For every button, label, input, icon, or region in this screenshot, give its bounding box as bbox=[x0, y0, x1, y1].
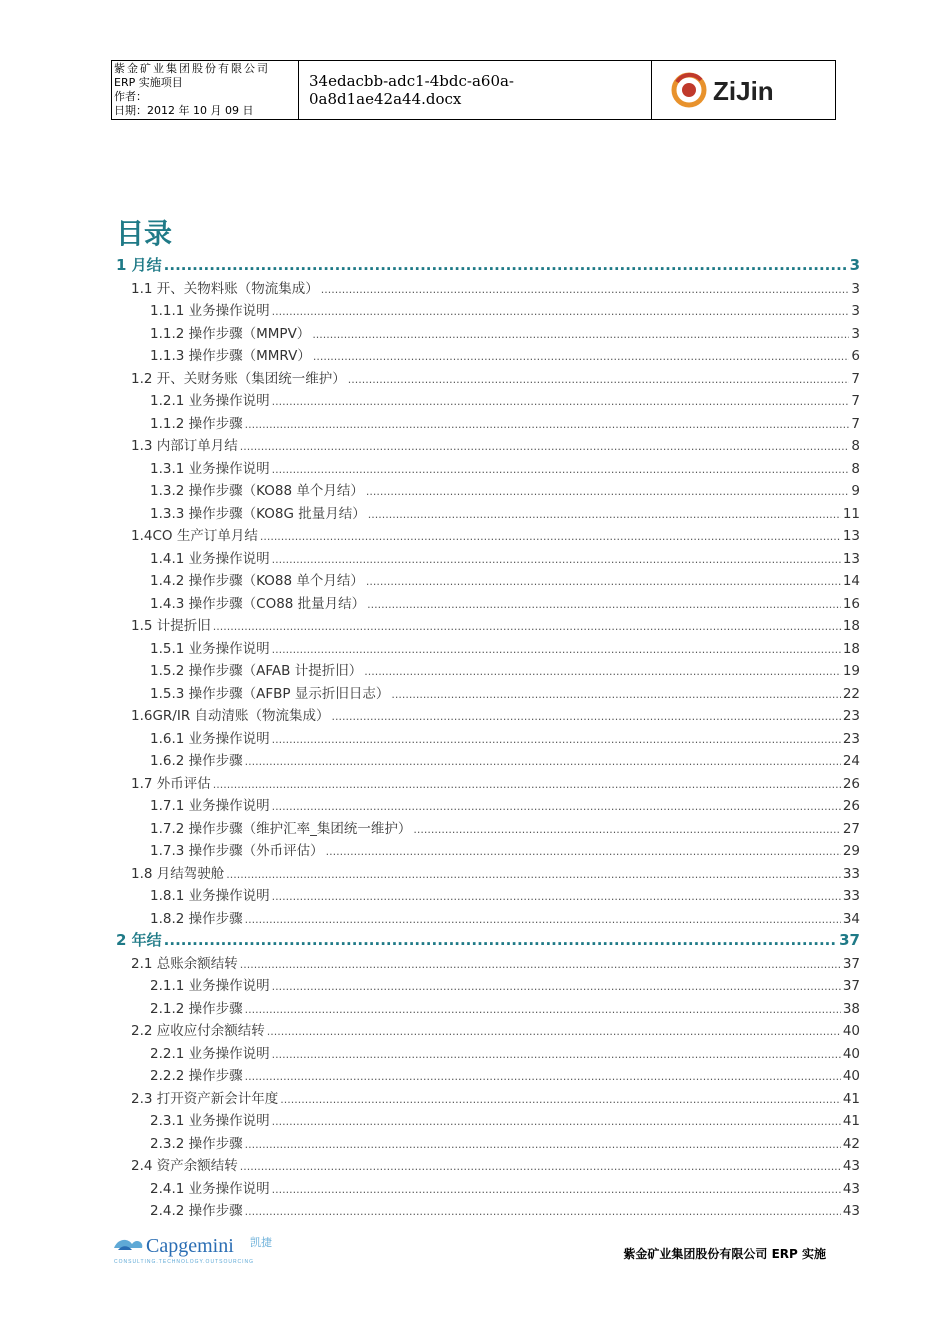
toc-entry-page: 7 bbox=[851, 393, 860, 409]
toc-dot-leader bbox=[364, 665, 841, 678]
toc-entry-label: 1.2 开、关财务账（集团统一维护） bbox=[131, 370, 346, 387]
toc-entry-level3[interactable] bbox=[116, 997, 860, 1020]
zijin-logo bbox=[652, 61, 835, 119]
toc-entry-label: 1.1.2 操作步骤 bbox=[150, 415, 243, 432]
toc-entry-level2[interactable] bbox=[116, 862, 860, 885]
toc-entry-page: 7 bbox=[851, 370, 860, 387]
toc-entry-label: 1.5 计提折旧 bbox=[131, 618, 211, 634]
toc-entry-level3[interactable] bbox=[116, 1177, 860, 1200]
toc-entry-level3[interactable] bbox=[116, 682, 860, 705]
toc-entry-page: 19 bbox=[842, 663, 860, 679]
toc-entry-label: 1.7.2 操作步骤（维护汇率_集团统一维护） bbox=[150, 820, 412, 837]
toc-dot-leader bbox=[245, 1205, 841, 1218]
toc-entry-label: 1.4.2 操作步骤（KO88 单个月结） bbox=[150, 573, 364, 589]
toc-dot-leader bbox=[240, 958, 841, 971]
toc-dot-leader bbox=[245, 755, 841, 768]
toc-entry-level3[interactable] bbox=[116, 907, 860, 930]
toc-entry-page: 41 bbox=[842, 1113, 860, 1129]
toc-dot-leader bbox=[164, 931, 837, 949]
toc-entry-label: 1.6.2 操作步骤 bbox=[150, 753, 243, 769]
toc-entry-page: 8 bbox=[851, 438, 860, 454]
toc-entry-label: 1.8.1 业务操作说明 bbox=[150, 888, 270, 904]
toc-entry-label: 2 年结 bbox=[116, 931, 162, 949]
toc-dot-leader bbox=[321, 283, 850, 296]
toc-entry-page: 26 bbox=[842, 775, 860, 792]
toc-entry-page: 13 bbox=[842, 550, 860, 567]
toc-entry-page: 13 bbox=[842, 528, 860, 544]
toc-entry-label: 1.4.1 业务操作说明 bbox=[150, 550, 270, 567]
toc-entry-level3[interactable] bbox=[116, 884, 860, 907]
toc-entry-level2[interactable] bbox=[116, 1019, 860, 1042]
toc-dot-leader bbox=[391, 688, 840, 701]
toc-dot-leader bbox=[267, 1025, 841, 1038]
toc-entry-page: 11 bbox=[842, 505, 860, 522]
toc-dot-leader bbox=[272, 395, 850, 408]
toc-entry-label: 1.8 月结驾驶舱 bbox=[131, 865, 225, 882]
toc-entry-label: 1.3.2 操作步骤（KO88 单个月结） bbox=[150, 483, 364, 499]
toc-entry-page: 33 bbox=[842, 888, 860, 904]
toc-entry-label: 1.4CO 生产订单月结 bbox=[131, 528, 258, 544]
toc-entry-label: 1.7.3 操作步骤（外币评估） bbox=[150, 843, 324, 859]
toc-entry-label: 1.7 外币评估 bbox=[131, 775, 211, 792]
toc-entry-level3[interactable] bbox=[116, 569, 860, 592]
toc-entry-level3[interactable] bbox=[116, 479, 860, 502]
table-of-contents bbox=[116, 254, 860, 1222]
toc-dot-leader bbox=[312, 328, 849, 341]
header-project: ERP 实施项目 bbox=[114, 76, 183, 89]
toc-entry-label: 1.3 内部订单月结 bbox=[131, 438, 238, 454]
toc-entry-page: 37 bbox=[842, 955, 860, 972]
toc-entry-label: 1.7.1 业务操作说明 bbox=[150, 798, 270, 814]
toc-entry-level2[interactable] bbox=[116, 1087, 860, 1110]
toc-dot-leader bbox=[272, 800, 841, 813]
toc-dot-leader bbox=[348, 373, 850, 386]
toc-entry-label: 2.1 总账余额结转 bbox=[131, 955, 238, 972]
toc-entry-level3[interactable] bbox=[116, 794, 860, 817]
toc-dot-leader bbox=[164, 256, 848, 274]
toc-entry-page: 37 bbox=[839, 931, 860, 949]
capgemini-tagline: CONSULTING.TECHNOLOGY.OUTSOURCING bbox=[114, 1259, 255, 1265]
toc-entry-level3[interactable] bbox=[116, 1064, 860, 1087]
header-date: 日期：2012 年 10 月 09 日 bbox=[114, 104, 254, 117]
toc-dot-leader bbox=[226, 868, 841, 881]
toc-entry-label: 1.1.1 业务操作说明 bbox=[150, 303, 270, 319]
zijin-logo-text: ZiJin bbox=[712, 76, 774, 106]
toc-dot-leader bbox=[213, 778, 841, 791]
toc-dot-leader bbox=[213, 620, 841, 633]
toc-entry-page: 23 bbox=[842, 730, 860, 747]
capgemini-wordmark: Capgemini bbox=[146, 1235, 234, 1257]
toc-entry-label: 2.1.2 操作步骤 bbox=[150, 1000, 243, 1017]
toc-entry-label: 1.6GR/IR 自动清账（物流集成） bbox=[131, 708, 330, 724]
footer-company-text: 紫金矿业集团股份有限公司 ERP 实施 bbox=[623, 1247, 826, 1261]
toc-dot-leader bbox=[367, 598, 841, 611]
toc-entry-level3[interactable] bbox=[116, 1042, 860, 1065]
toc-entry-level3[interactable] bbox=[116, 1109, 860, 1132]
toc-dot-leader bbox=[272, 980, 841, 993]
toc-entry-label: 2.4.2 操作步骤 bbox=[150, 1203, 243, 1219]
toc-entry-label: 2.2 应收应付余额结转 bbox=[131, 1023, 265, 1039]
toc-entry-level3[interactable] bbox=[116, 659, 860, 682]
toc-entry-label: 1.6.1 业务操作说明 bbox=[150, 730, 270, 747]
toc-entry-label: 1.5.1 业务操作说明 bbox=[150, 640, 270, 657]
toc-entry-level2[interactable] bbox=[116, 1154, 860, 1177]
toc-dot-leader bbox=[272, 890, 841, 903]
toc-dot-leader bbox=[245, 1070, 841, 1083]
toc-entry-page: 41 bbox=[842, 1090, 860, 1107]
toc-entry-level2[interactable] bbox=[116, 524, 860, 547]
toc-entry-page: 18 bbox=[842, 618, 860, 634]
toc-dot-leader bbox=[332, 710, 841, 723]
toc-dot-leader bbox=[272, 1183, 841, 1196]
toc-entry-page: 40 bbox=[842, 1023, 860, 1039]
toc-entry-level2[interactable] bbox=[116, 704, 860, 727]
toc-entry-label: 1.1.2 操作步骤（MMPV） bbox=[150, 325, 311, 342]
toc-dot-leader bbox=[272, 305, 850, 318]
toc-entry-label: 1.4.3 操作步骤（CO88 批量月结） bbox=[150, 595, 366, 612]
toc-entry-level3[interactable] bbox=[116, 547, 860, 570]
toc-entry-page: 3 bbox=[851, 303, 860, 319]
toc-entry-page: 42 bbox=[842, 1135, 860, 1152]
toc-entry-label: 1 月结 bbox=[116, 256, 162, 274]
toc-entry-page: 3 bbox=[849, 256, 860, 274]
toc-entry-level3[interactable] bbox=[116, 412, 860, 435]
toc-entry-level3[interactable] bbox=[116, 457, 860, 480]
toc-dot-leader bbox=[280, 1093, 841, 1106]
toc-dot-leader bbox=[240, 1160, 841, 1173]
toc-entry-page: 38 bbox=[842, 1000, 860, 1017]
toc-dot-leader bbox=[413, 823, 840, 836]
toc-dot-leader bbox=[245, 1138, 841, 1151]
toc-entry-label: 2.2.1 业务操作说明 bbox=[150, 1045, 270, 1062]
toc-entry-level3[interactable] bbox=[116, 749, 860, 772]
toc-entry-level3[interactable] bbox=[116, 727, 860, 750]
toc-entry-page: 23 bbox=[842, 708, 860, 724]
toc-entry-level3[interactable] bbox=[116, 299, 860, 322]
toc-dot-leader bbox=[368, 508, 841, 521]
toc-dot-leader bbox=[366, 485, 850, 498]
toc-entry-label: 2.4.1 业务操作说明 bbox=[150, 1180, 270, 1197]
toc-entry-level1[interactable] bbox=[116, 929, 860, 952]
toc-dot-leader bbox=[272, 1048, 841, 1061]
toc-entry-page: 8 bbox=[851, 460, 860, 477]
header-info-cell bbox=[112, 61, 299, 119]
toc-entry-label: 2.1.1 业务操作说明 bbox=[150, 978, 270, 994]
toc-entry-label: 1.1 开、关物料账（物流集成） bbox=[131, 280, 319, 297]
toc-entry-page: 22 bbox=[842, 685, 860, 702]
toc-dot-leader bbox=[260, 530, 841, 543]
toc-dot-leader bbox=[366, 575, 841, 588]
toc-entry-level3[interactable] bbox=[116, 1199, 860, 1222]
toc-entry-level3[interactable] bbox=[116, 389, 860, 412]
toc-entry-page: 40 bbox=[842, 1045, 860, 1062]
toc-entry-level3[interactable] bbox=[116, 839, 860, 862]
toc-dot-leader bbox=[245, 418, 850, 431]
toc-entry-page: 3 bbox=[851, 325, 860, 342]
toc-entry-label: 1.3.1 业务操作说明 bbox=[150, 460, 270, 477]
toc-dot-leader bbox=[272, 1115, 841, 1128]
toc-entry-page: 6 bbox=[851, 348, 860, 364]
toc-entry-level3[interactable] bbox=[116, 502, 860, 525]
document-header bbox=[111, 60, 836, 120]
toc-dot-leader bbox=[245, 913, 841, 926]
toc-dot-leader bbox=[272, 643, 841, 656]
toc-entry-level3[interactable] bbox=[116, 344, 860, 367]
toc-entry-label: 1.8.2 操作步骤 bbox=[150, 910, 243, 927]
toc-entry-label: 1.5.3 操作步骤（AFBP 显示折旧日志） bbox=[150, 685, 390, 702]
toc-entry-page: 14 bbox=[842, 573, 860, 589]
toc-entry-page: 43 bbox=[842, 1180, 860, 1197]
toc-entry-page: 34 bbox=[842, 910, 860, 927]
toc-entry-level3[interactable] bbox=[116, 322, 860, 345]
toc-entry-level2[interactable] bbox=[116, 772, 860, 795]
header-company: 紫金矿业集团股份有限公司 bbox=[114, 62, 270, 75]
toc-dot-leader bbox=[272, 553, 841, 566]
toc-dot-leader bbox=[240, 440, 850, 453]
toc-entry-level3[interactable] bbox=[116, 592, 860, 615]
toc-entry-label: 1.2.1 业务操作说明 bbox=[150, 393, 270, 409]
zijin-logo-icon bbox=[669, 70, 819, 110]
toc-entry-label: 1.1.3 操作步骤（MMRV） bbox=[150, 348, 311, 364]
toc-entry-label: 1.3.3 操作步骤（KO8G 批量月结） bbox=[150, 505, 366, 522]
toc-entry-page: 24 bbox=[842, 753, 860, 769]
toc-entry-label: 2.3 打开资产新会计年度 bbox=[131, 1090, 279, 1107]
toc-entry-page: 37 bbox=[842, 978, 860, 994]
toc-entry-label: 2.3.1 业务操作说明 bbox=[150, 1113, 270, 1129]
toc-entry-level2[interactable] bbox=[116, 952, 860, 975]
toc-entry-page: 40 bbox=[842, 1068, 860, 1084]
toc-dot-leader bbox=[272, 463, 850, 476]
toc-entry-page: 7 bbox=[851, 415, 860, 432]
toc-entry-level3[interactable] bbox=[116, 974, 860, 997]
toc-entry-label: 2.2.2 操作步骤 bbox=[150, 1068, 243, 1084]
toc-entry-level2[interactable] bbox=[116, 434, 860, 457]
toc-entry-page: 9 bbox=[851, 483, 860, 499]
toc-entry-level3[interactable] bbox=[116, 817, 860, 840]
capgemini-logo bbox=[112, 1232, 272, 1266]
toc-entry-page: 26 bbox=[842, 798, 860, 814]
toc-entry-page: 16 bbox=[842, 595, 860, 612]
toc-entry-level1[interactable] bbox=[116, 254, 860, 277]
toc-entry-label: 2.4 资产余额结转 bbox=[131, 1158, 238, 1174]
toc-entry-label: 1.5.2 操作步骤（AFAB 计提折旧） bbox=[150, 663, 363, 679]
toc-entry-label: 2.3.2 操作步骤 bbox=[150, 1135, 243, 1152]
toc-entry-level2[interactable] bbox=[116, 367, 860, 390]
toc-dot-leader bbox=[245, 1003, 841, 1016]
capgemini-logo-icon bbox=[112, 1232, 272, 1266]
toc-entry-page: 29 bbox=[842, 843, 860, 859]
toc-entry-level2[interactable] bbox=[116, 277, 860, 300]
toc-entry-page: 18 bbox=[842, 640, 860, 657]
header-author: 作者： bbox=[114, 90, 147, 103]
toc-entry-page: 33 bbox=[842, 865, 860, 882]
toc-entry-level2[interactable] bbox=[116, 614, 860, 637]
toc-dot-leader bbox=[326, 845, 841, 858]
toc-dot-leader bbox=[272, 733, 841, 746]
toc-entry-page: 27 bbox=[842, 820, 860, 837]
header-filename: 34edacbb-adc1-4bdc-a60a-0a8d1ae42a44.docx bbox=[299, 61, 652, 119]
toc-entry-level3[interactable] bbox=[116, 1132, 860, 1155]
toc-entry-page: 43 bbox=[842, 1158, 860, 1174]
toc-entry-page: 43 bbox=[842, 1203, 860, 1219]
capgemini-cn: 凯捷 bbox=[250, 1236, 272, 1249]
toc-entry-page: 3 bbox=[851, 280, 860, 297]
toc-title: 目录 bbox=[116, 217, 173, 250]
toc-dot-leader bbox=[313, 350, 850, 363]
toc-entry-level3[interactable] bbox=[116, 637, 860, 660]
